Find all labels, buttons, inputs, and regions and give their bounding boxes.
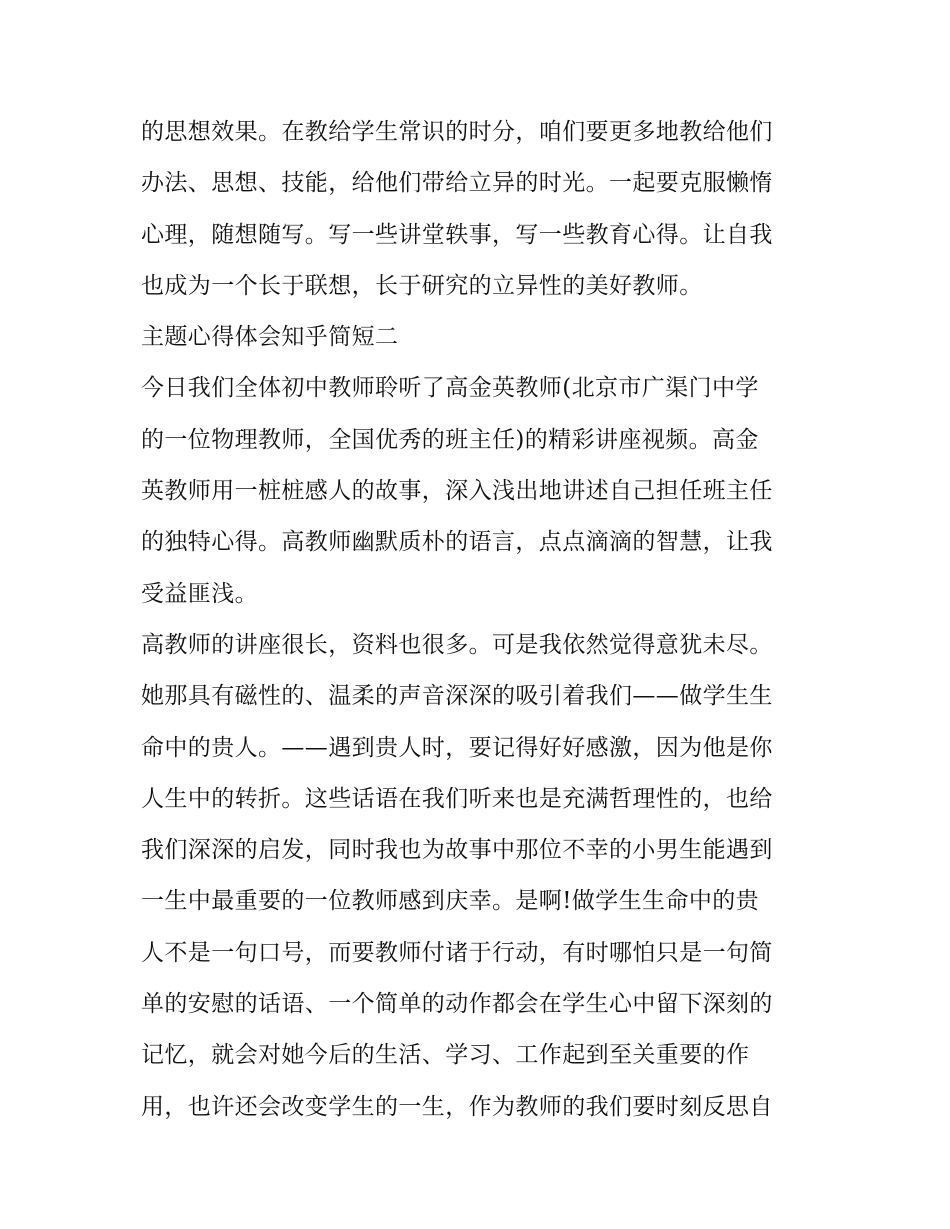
section-heading: 主题心得体会知乎简短二 [141, 324, 399, 351]
text-line: 的独特心得。高教师幽默质朴的语言，点点滴滴的智慧，让我 [141, 529, 773, 556]
text-line: 办法、思想、技能，给他们带给立异的时光。一起要克服懒惰 [141, 170, 773, 197]
document-body [141, 107, 821, 1133]
text-line: 的一位物理教师，全国优秀的班主任)的精彩讲座视频。高金 [141, 426, 759, 453]
text-line: 记忆，就会对她今后的生活、学习、工作起到至关重要的作 [141, 1042, 750, 1069]
text-line: 我们深深的启发，同时我也为故事中那位不幸的小男生能遇到 [141, 837, 773, 864]
text-line: 今日我们全体初中教师聆听了高金英教师(北京市广渠门中学 [141, 375, 759, 402]
text-line: 高教师的讲座很长，资料也很多。可是我依然觉得意犹未尽。 [141, 631, 773, 658]
text-line: 受益匪浅。 [141, 580, 258, 607]
text-line: 人不是一句口号，而要教师付诸于行动，有时哪怕只是一句简 [141, 939, 773, 966]
text-line: 的思想效果。在教给学生常识的时分，咱们要更多地教给他们 [141, 119, 773, 145]
text-line: 她那具有磁性的、温柔的声音深深的吸引着我们——做学生生 [141, 683, 773, 710]
text-line: 也成为一个长于联想，长于研究的立异性的美好教师。 [141, 272, 703, 299]
text-line: 命中的贵人。——遇到贵人时，要记得好好感激，因为他是你 [141, 734, 773, 761]
text-line: 用，也许还会改变学生的一生，作为教师的我们要时刻反思自 [141, 1093, 773, 1120]
text-line: 单的安慰的话语、一个简单的动作都会在学生心中留下深刻的 [141, 991, 773, 1018]
text-line: 心理，随想随写。写一些讲堂轶事，写一些教育心得。让自我 [141, 221, 773, 248]
text-line: 一生中最重要的一位教师感到庆幸。是啊!做学生生命中的贵 [141, 888, 760, 915]
text-line: 人生中的转折。这些话语在我们听来也是充满哲理性的，也给 [141, 785, 773, 812]
text-line: 英教师用一桩桩感人的故事，深入浅出地讲述自己担任班主任 [141, 478, 773, 505]
